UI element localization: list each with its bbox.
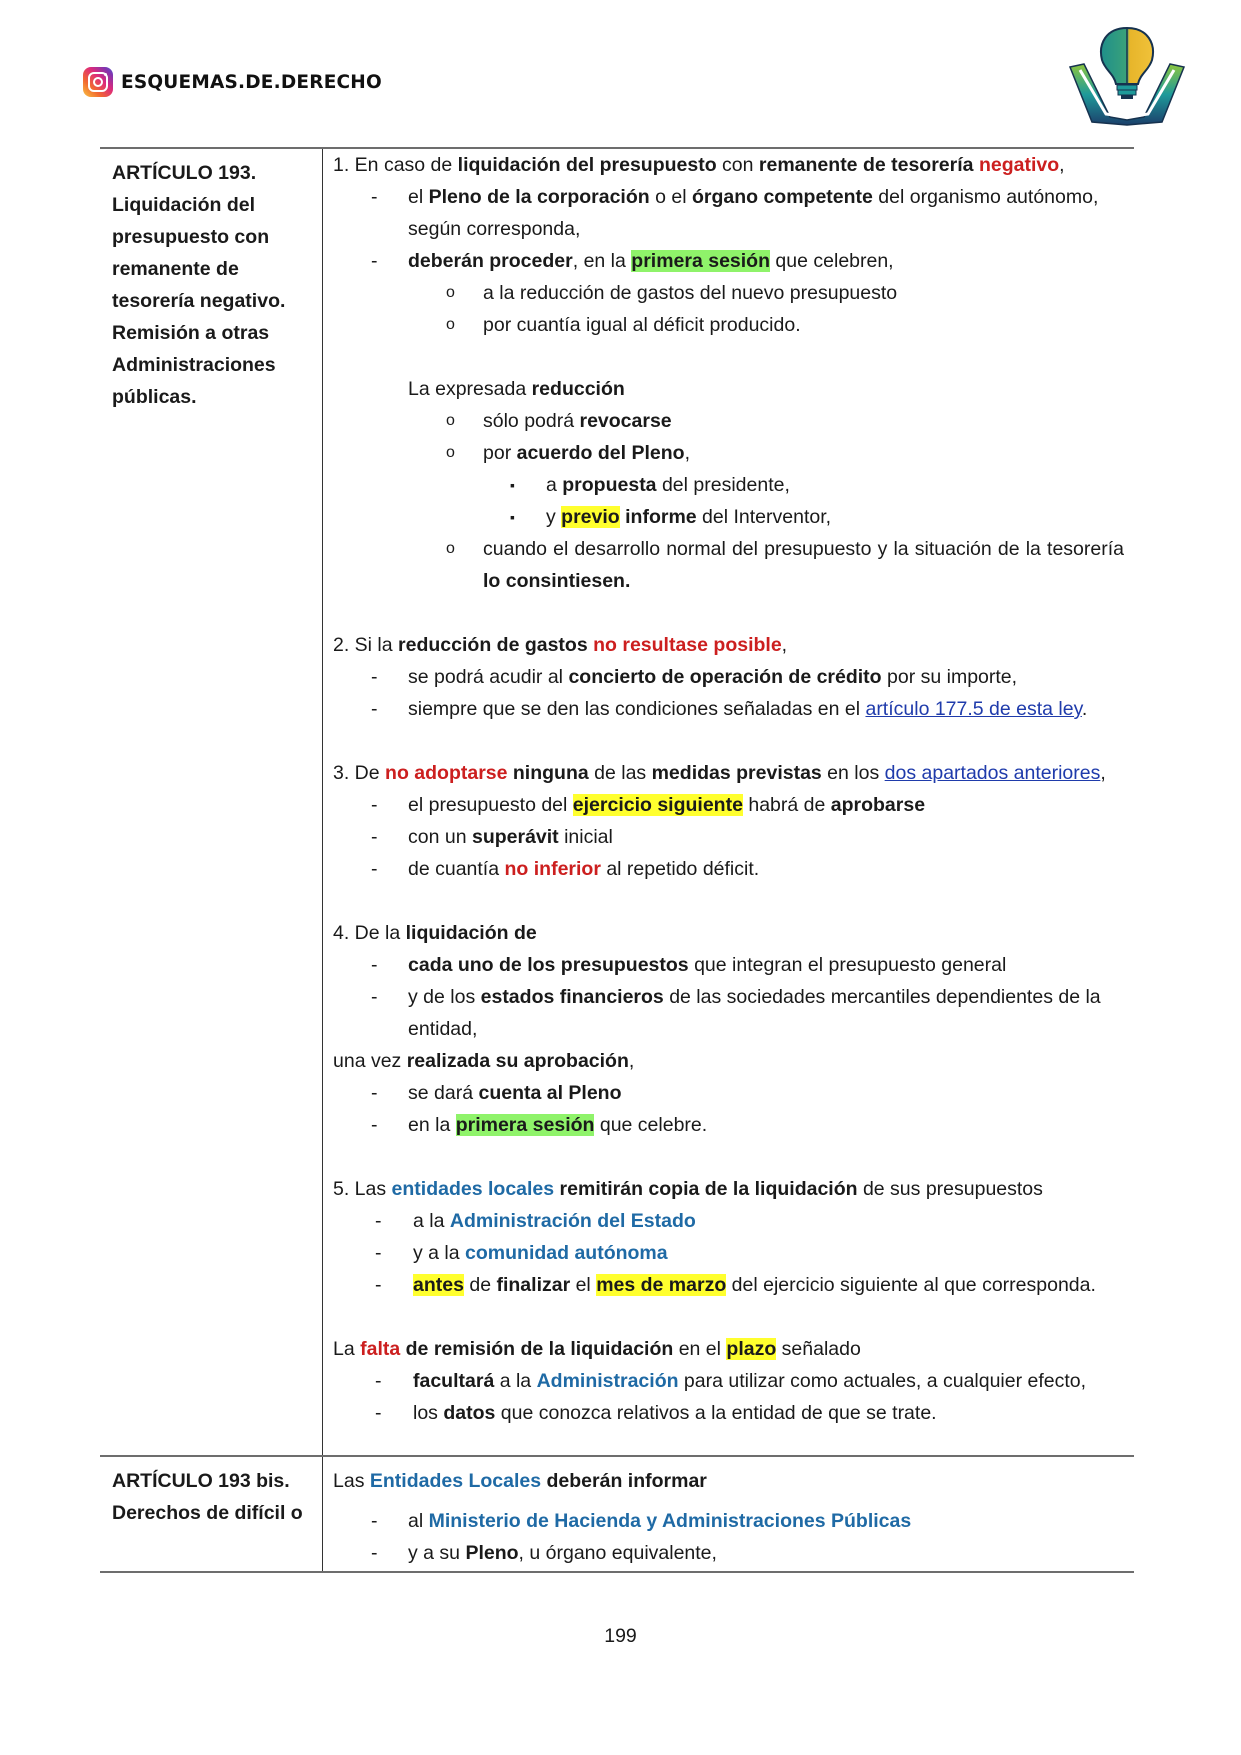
link-previous-sections[interactable]: dos apartados anteriores (884, 762, 1101, 784)
list-item: - antes de finalizar el mes de marzo del ejercicio siguiente al que corresponda. (333, 1269, 1124, 1301)
page-number: 199 (604, 1625, 637, 1647)
list-item: - el Pleno de la corporación o el órgano competente del organismo autónomo, (333, 181, 1124, 213)
section-2-heading: 2. Si la reducción de gastos no resultase posible, (333, 634, 788, 656)
highlight-yellow: previo (561, 506, 620, 528)
highlight-yellow: mes de marzo (596, 1274, 727, 1296)
title-line: ARTÍCULO 193. (112, 162, 257, 184)
dash-bullet: - (375, 1210, 382, 1232)
highlight-yellow: ejercicio siguiente (572, 794, 743, 816)
highlight-yellow: plazo (726, 1338, 777, 1360)
highlight-yellow: antes (413, 1274, 464, 1296)
list-item: - se podrá acudir al concierto de operación de crédito por su importe, (333, 661, 1124, 693)
list-item: - al Ministerio de Hacienda y Administraciones Públicas (333, 1505, 1124, 1537)
section-1-heading: 1. En caso de liquidación del presupuesto con remanente de tesorería negativo, (333, 154, 1065, 176)
list-item: - de cuantía no inferior al repetido déficit. (333, 853, 1124, 885)
brand-name: ESQUEMAS.DE.DERECHO (121, 71, 382, 93)
dash-bullet: - (375, 1370, 382, 1392)
list-item: - se dará cuenta al Pleno (333, 1077, 1124, 1109)
sub-list-item: o por acuerdo del Pleno, (333, 437, 1124, 469)
paragraph: una vez realizada su aprobación, (333, 1050, 635, 1072)
list-item: - en la primera sesión que celebre. (333, 1109, 1124, 1141)
dash-bullet: - (371, 1114, 378, 1136)
sub-list-item: o por cuantía igual al déficit producido. (333, 309, 1124, 341)
title-line: Liquidación del (112, 194, 256, 216)
title-line: Administraciones (112, 354, 276, 376)
title-line: Remisión a otras (112, 322, 270, 344)
dash-bullet: - (371, 186, 378, 208)
title-line: remanente de (112, 258, 239, 280)
circle-bullet-icon: o (446, 316, 455, 333)
article-193-bis-title (100, 1456, 323, 1572)
article-193-body (323, 148, 1135, 1456)
list-item: - los datos que conozca relativos a la entidad de que se trate. (333, 1397, 1124, 1429)
list-item: - y a su Pleno, u órgano equivalente, (333, 1537, 1124, 1569)
highlight-green: primera sesión (455, 1114, 595, 1136)
title-line: Derechos de difícil o (112, 1502, 303, 1524)
page-header (83, 66, 382, 98)
square-bullet-icon: ▪ (510, 509, 515, 525)
dash-bullet: - (371, 1542, 378, 1564)
section-4-heading: 4. De la liquidación de (333, 922, 537, 944)
dash-bullet: - (371, 250, 378, 272)
circle-bullet-icon: o (446, 284, 455, 301)
list-item: - siempre que se den las condiciones señaladas en el artículo 177.5 de esta ley. (333, 693, 1124, 725)
list-item: - con un superávit inicial (333, 821, 1124, 853)
article-193-row (100, 148, 1134, 1456)
articles-table (100, 147, 1134, 1573)
list-item-continuation: entidad, (408, 1018, 478, 1040)
paragraph: La expresada reducción (408, 378, 625, 400)
highlight-green: primera sesión (631, 250, 771, 272)
section-5-heading: 5. Las entidades locales remitirán copia de la liquidación de sus presupuestos (333, 1178, 1043, 1200)
sub-sub-list-item: ▪ y previo informe del Interventor, (333, 501, 1124, 533)
section-3-heading: 3. De no adoptarse ninguna de las medidas previstas en los dos apartados anteriores, (333, 762, 1106, 784)
list-item: - el presupuesto del ejercicio siguiente habrá de aprobarse (333, 789, 1124, 821)
article-193-title (100, 148, 323, 1456)
circle-bullet-icon: o (446, 444, 455, 461)
dash-bullet: - (371, 858, 378, 880)
paragraph: Las Entidades Locales deberán informar (333, 1470, 707, 1492)
paragraph: La falta de remisión de la liquidación en el plazo señalado (333, 1338, 861, 1360)
dash-bullet: - (371, 698, 378, 720)
list-item: - y a la comunidad autónoma (333, 1237, 1124, 1269)
article-193-bis-row (100, 1456, 1134, 1572)
dash-bullet: - (375, 1274, 382, 1296)
article-193-bis-body (323, 1456, 1135, 1572)
dash-bullet: - (371, 1082, 378, 1104)
title-line: ARTÍCULO 193 bis. (112, 1470, 290, 1492)
sub-sub-list-item: ▪ a propuesta del presidente, (333, 469, 1124, 501)
circle-bullet-icon: o (446, 412, 455, 429)
list-item: - a la Administración del Estado (333, 1205, 1124, 1237)
dash-bullet: - (375, 1242, 382, 1264)
instagram-icon (83, 67, 113, 97)
dash-bullet: - (371, 986, 378, 1008)
dash-bullet: - (371, 1510, 378, 1532)
brain-lightbulb-book-logo (1062, 22, 1192, 127)
list-item: - deberán proceder, en la primera sesión que celebren, (333, 245, 1124, 277)
link-article-177-5[interactable]: artículo 177.5 de esta ley (865, 698, 1082, 720)
dash-bullet: - (375, 1402, 382, 1424)
title-line: públicas. (112, 386, 197, 408)
sub-list-item: o sólo podrá revocarse (333, 405, 1124, 437)
list-item: - facultará a la Administración para utilizar como actuales, a cualquier efecto, (333, 1365, 1124, 1397)
dash-bullet: - (371, 826, 378, 848)
sub-list-item: o a la reducción de gastos del nuevo presupuesto (333, 277, 1124, 309)
sub-list-item: o cuando el desarrollo normal del presupuesto y la situación de la tesorería lo consintiesen. (333, 533, 1124, 597)
list-item: - cada uno de los presupuestos que integran el presupuesto general (333, 949, 1124, 981)
square-bullet-icon: ▪ (510, 477, 515, 493)
title-line: presupuesto con (112, 226, 270, 248)
dash-bullet: - (371, 794, 378, 816)
dash-bullet: - (371, 954, 378, 976)
dash-bullet: - (371, 666, 378, 688)
list-item-continuation: según corresponda, (408, 218, 581, 240)
title-line: tesorería negativo. (112, 290, 286, 312)
circle-bullet-icon: o (446, 540, 455, 557)
list-item: - y de los estados financieros de las sociedades mercantiles dependientes de la (333, 981, 1124, 1013)
